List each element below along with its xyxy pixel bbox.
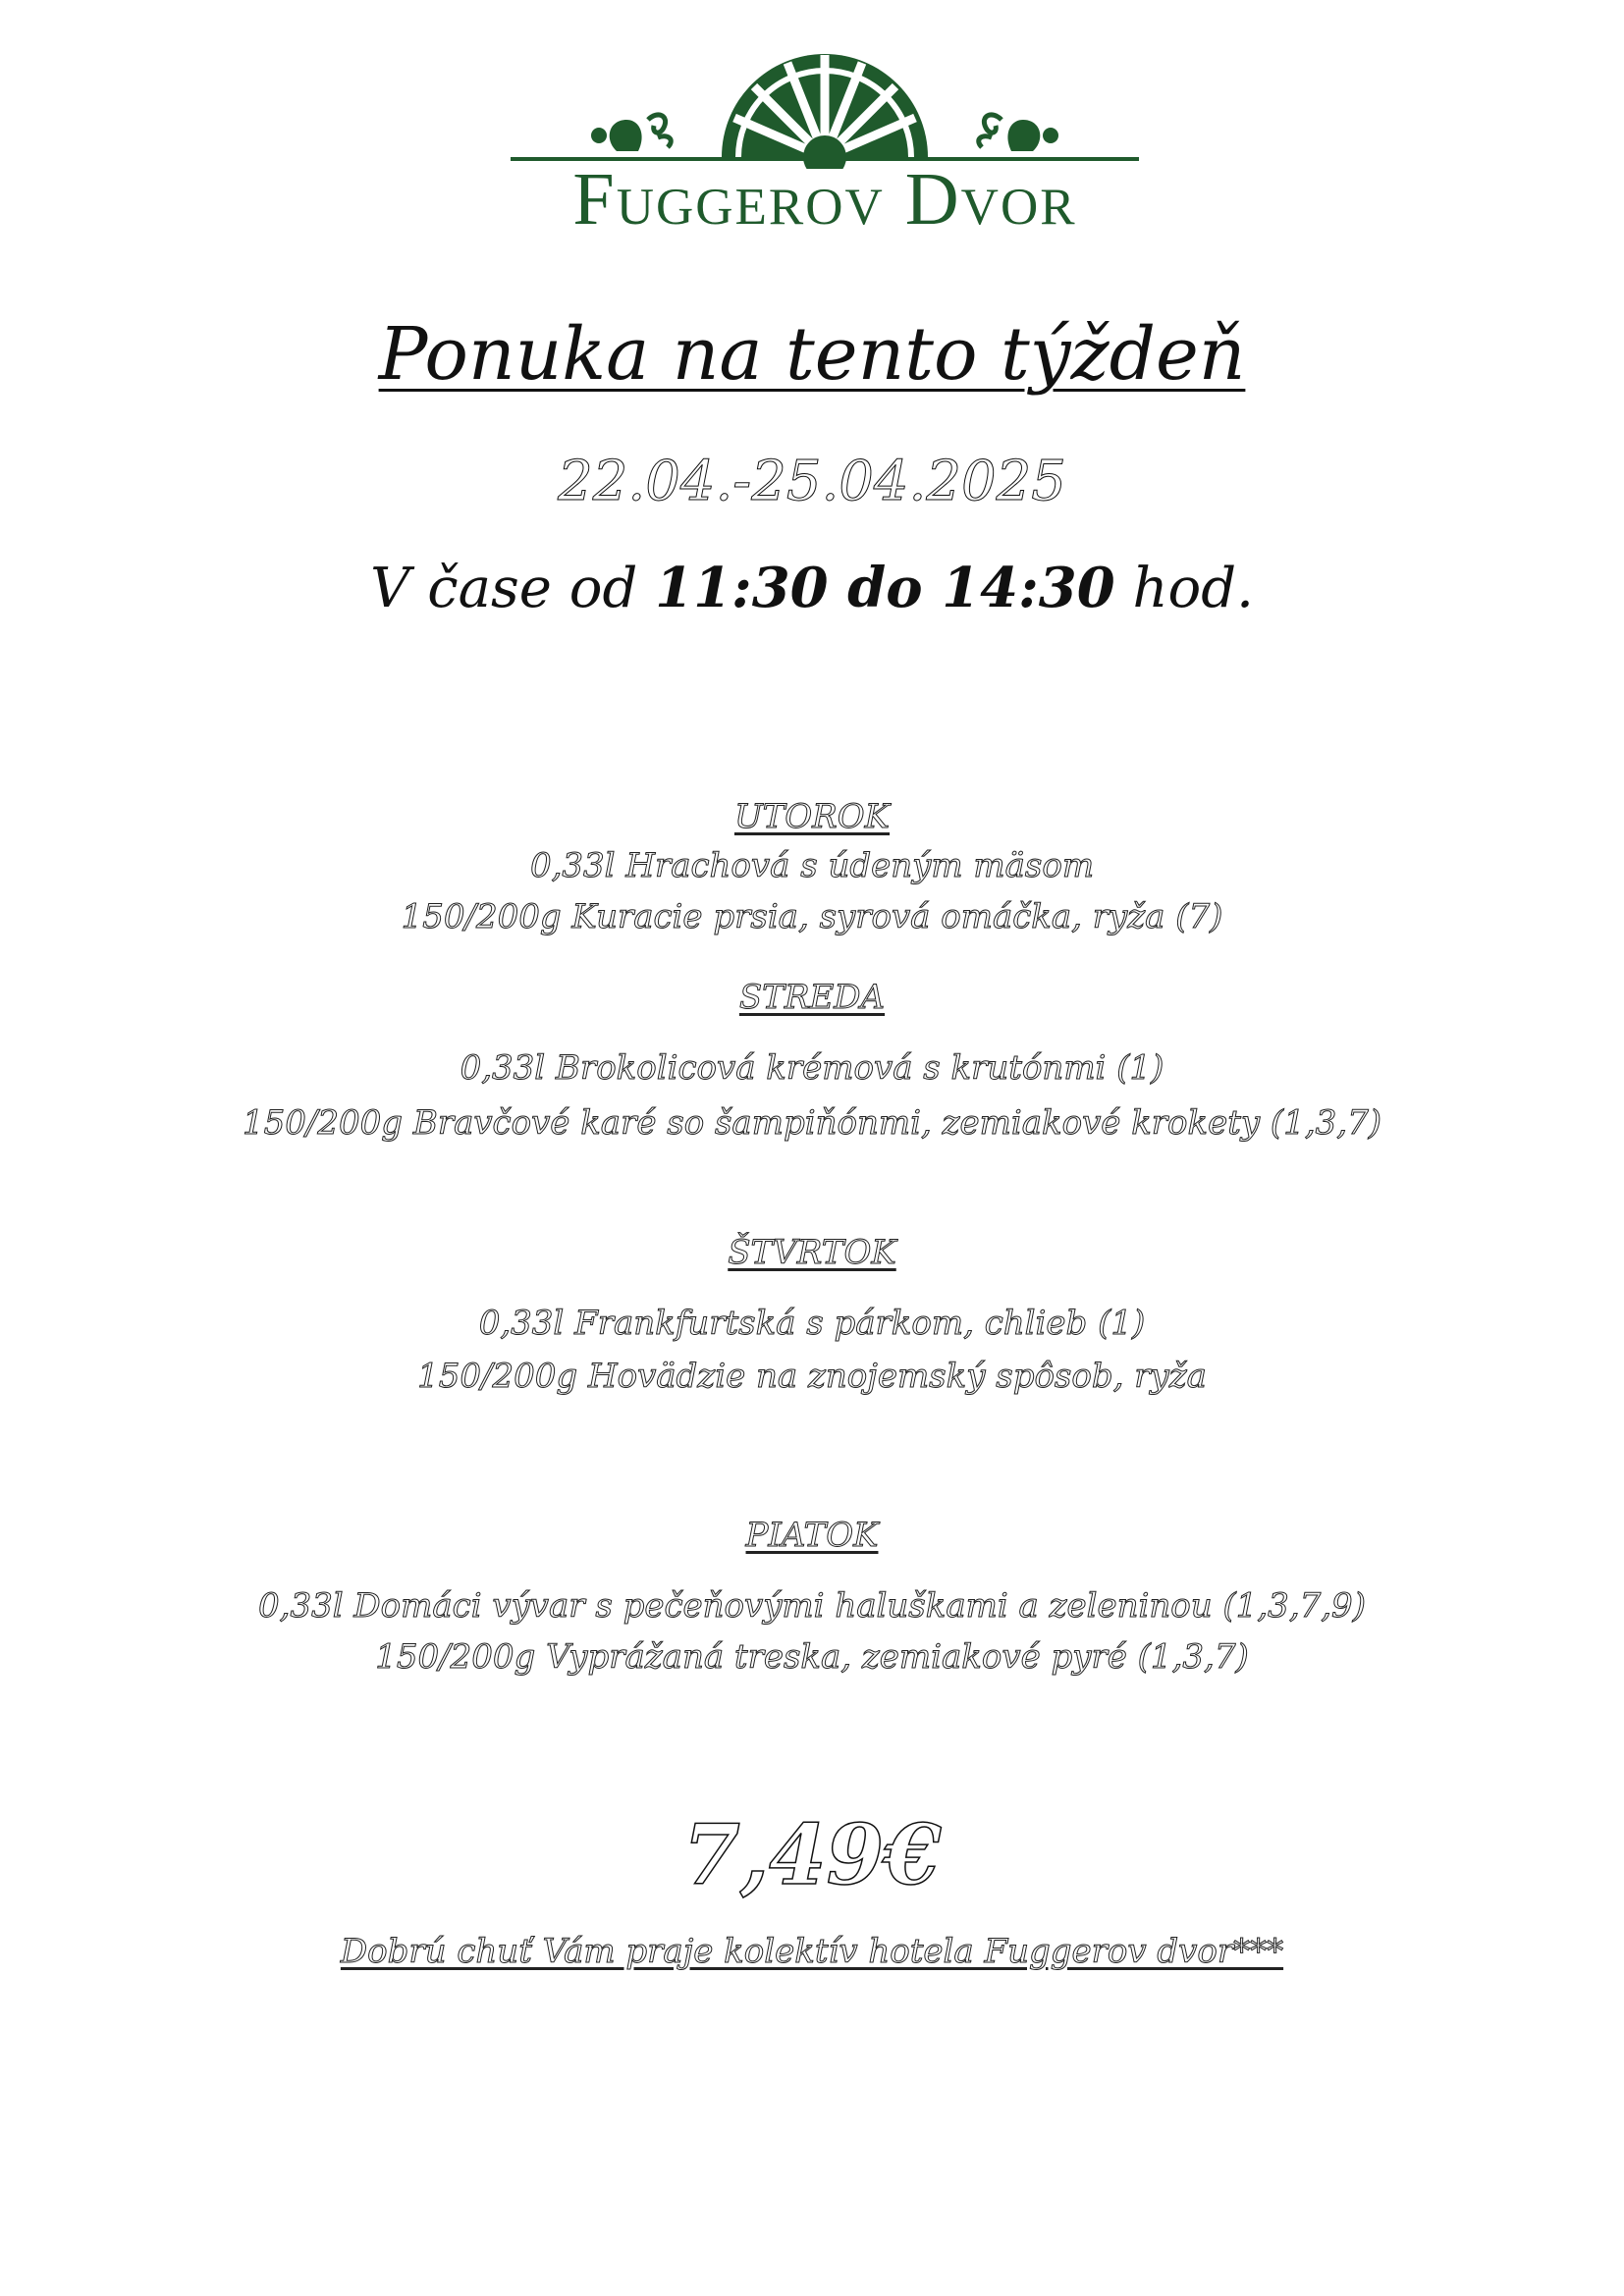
menu-item: 150/200g Bravčové karé so šampiňónmi, zemiakové krokety (1,3,7) bbox=[243, 1103, 1381, 1143]
menu-item: 0,33l Brokolicová krémová s krutónmi (1) bbox=[460, 1048, 1164, 1088]
menu-item: 0,33l Hrachová s údeným mäsom bbox=[529, 846, 1095, 885]
page-title: Ponuka na tento týždeň bbox=[378, 312, 1246, 397]
time-suffix: hod. bbox=[1132, 557, 1254, 620]
menu-item: 0,33l Frankfurtská s párkom, chlieb (1) bbox=[478, 1304, 1146, 1343]
menu-item: 0,33l Domáci vývar s pečeňovými haluškami a zeleninou (1,3,7,9) bbox=[258, 1586, 1366, 1626]
fuggerov-dvor-logo bbox=[511, 41, 1139, 247]
menu-item: 150/200g Vyprážaná treska, zemiakové pyré (1,3,7) bbox=[375, 1637, 1249, 1677]
brand-name: Fuggerov Dvor bbox=[572, 158, 1077, 240]
menu-price: 7,49€ bbox=[682, 1806, 942, 1903]
day-heading-piatok: PIATOK bbox=[745, 1516, 879, 1555]
serving-time bbox=[0, 556, 1624, 620]
wheel-emblem-icon bbox=[511, 41, 1139, 169]
menu-item: 150/200g Kuracie prsia, syrová omáčka, ryža (7) bbox=[401, 897, 1223, 936]
day-heading-utorok: UTOROK bbox=[733, 797, 891, 836]
time-range: 11:30 do 14:30 bbox=[655, 556, 1115, 620]
date-range: 22.04.-25.04.2025 bbox=[558, 450, 1066, 513]
day-heading-streda: STREDA bbox=[738, 978, 886, 1017]
day-heading-stvrtok: ŠTVRTOK bbox=[728, 1233, 896, 1272]
time-prefix: V čase od bbox=[370, 557, 638, 620]
footer-greeting: Dobrú chuť Vám praje kolektív hotela Fuggerov dvor*** bbox=[340, 1932, 1284, 1971]
menu-item: 150/200g Hovädzie na znojemský spôsob, ryža bbox=[417, 1357, 1207, 1396]
